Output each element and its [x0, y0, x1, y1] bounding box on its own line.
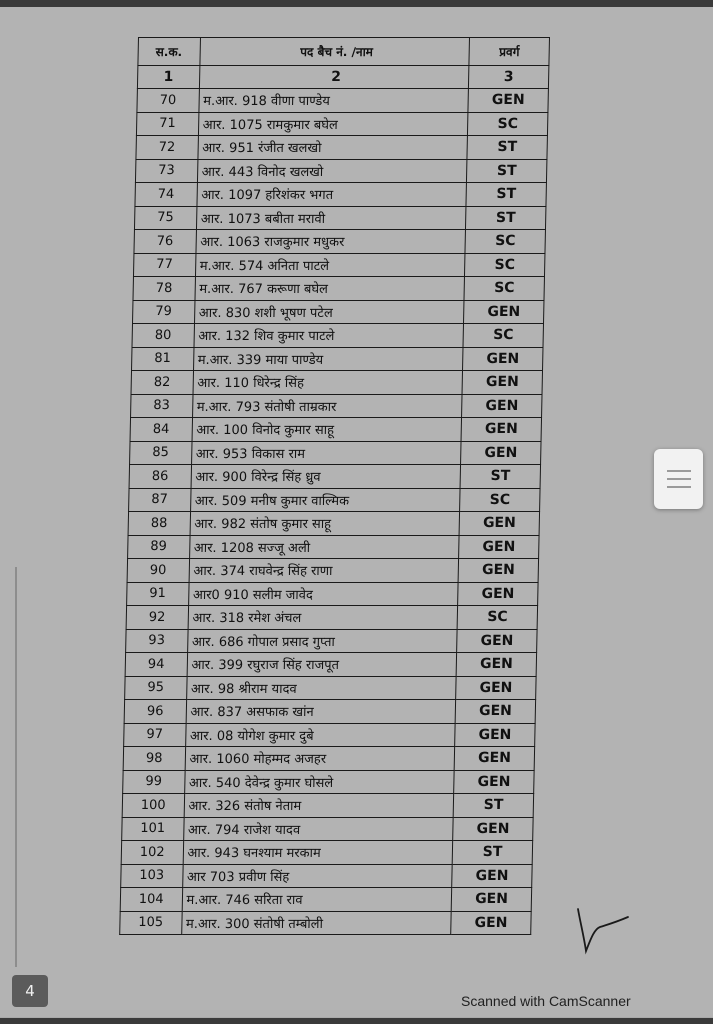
row-category: GEN [456, 653, 536, 677]
viewer-top-bar [0, 0, 713, 7]
row-serial: 83 [131, 394, 193, 418]
row-category: GEN [462, 371, 542, 395]
row-name: आर0 910 सलीम जावेद [188, 582, 458, 606]
table-row [130, 441, 541, 465]
column-number: 3 [469, 66, 549, 89]
row-serial: 103 [121, 864, 183, 888]
header-row [138, 38, 550, 66]
row-category: SC [465, 253, 545, 277]
row-name: आर. 1073 बबीता मरावी [196, 206, 466, 230]
row-serial: 94 [125, 653, 187, 677]
row-name: आर 703 प्रवीण सिंह [182, 864, 452, 888]
table-row [121, 864, 532, 888]
row-category: GEN [461, 441, 541, 465]
row-serial: 104 [120, 888, 182, 912]
row-category: GEN [462, 394, 542, 418]
table-row [120, 911, 531, 935]
row-serial: 75 [134, 206, 196, 230]
row-name: आर. 1208 सज्जू अली [189, 535, 459, 559]
row-serial: 93 [126, 629, 188, 653]
table-row [131, 371, 542, 395]
row-name: आर. 982 संतोष कुमार साहू [190, 512, 460, 536]
row-serial: 105 [120, 911, 182, 935]
table-row [133, 253, 544, 277]
table-row [133, 277, 544, 301]
row-serial: 87 [129, 488, 191, 512]
row-name: आर. 374 राघवेन्द्र सिंह राणा [189, 559, 459, 583]
row-category: ST [466, 206, 546, 230]
scan-artifact-line [15, 567, 17, 967]
table-row [120, 888, 531, 912]
table-row [121, 841, 532, 865]
row-category: GEN [458, 559, 538, 583]
table-row [123, 770, 534, 794]
row-name: म.आर. 918 वीणा पाण्डेय [199, 89, 469, 113]
table-row [130, 418, 541, 442]
row-name: आर. 326 संतोष नेताम [184, 794, 454, 818]
column-number: 2 [199, 66, 469, 89]
table-row [137, 89, 548, 113]
row-serial: 82 [131, 371, 193, 395]
row-serial: 85 [130, 441, 192, 465]
table-row [136, 112, 547, 136]
row-category: SC [460, 488, 540, 512]
table-row [122, 817, 533, 841]
row-serial: 90 [127, 559, 189, 583]
row-serial: 102 [121, 841, 183, 865]
row-name: आर. 794 राजेश यादव [183, 817, 453, 841]
row-name: आर. 540 देवेन्द्र कुमार घोसले [184, 770, 454, 794]
row-name: म.आर. 574 अनिता पाटले [195, 253, 465, 277]
row-category: GEN [452, 864, 532, 888]
table-row [125, 653, 536, 677]
row-serial: 96 [124, 700, 186, 724]
row-serial: 101 [122, 817, 184, 841]
table-row [132, 347, 543, 371]
table-row [125, 676, 536, 700]
row-name: आर. 953 विकास राम [191, 441, 461, 465]
row-serial: 99 [123, 770, 185, 794]
row-name: आर. 443 विनोद खलखो [197, 159, 467, 183]
row-name: आर. 1097 हरिशंकर भगत [197, 183, 467, 207]
row-name: आर. 100 विनोद कुमार साहू [192, 418, 462, 442]
row-category: GEN [457, 629, 537, 653]
row-serial: 84 [130, 418, 192, 442]
table-row [131, 394, 542, 418]
row-category: ST [460, 465, 540, 489]
row-category: GEN [451, 888, 531, 912]
row-name: आर. 132 शिव कुमार पाटले [194, 324, 464, 348]
row-serial: 73 [135, 159, 197, 183]
table-row [132, 300, 543, 324]
row-name: आर. 98 श्रीराम यादव [186, 676, 456, 700]
row-name: आर. 837 असफाक खांन [186, 700, 456, 724]
hamburger-menu-icon[interactable] [654, 449, 703, 509]
table-row [126, 606, 537, 630]
scanned-page [0, 7, 713, 1017]
column-number: 1 [137, 66, 199, 89]
row-name: आर. 399 रघुराज सिंह राजपूत [187, 653, 457, 677]
page-number-badge: 4 [12, 975, 48, 1007]
row-category: SC [464, 277, 544, 301]
row-serial: 95 [125, 676, 187, 700]
row-category: SC [465, 230, 545, 254]
header-name: पद बैच नं. /नाम [199, 38, 469, 66]
row-name: आर. 509 मनीष कुमार वाल्मिक [190, 488, 460, 512]
row-serial: 91 [127, 582, 189, 606]
camscanner-watermark: Scanned with CamScanner [461, 993, 631, 1009]
row-serial: 78 [133, 277, 195, 301]
row-category: SC [457, 606, 537, 630]
table-row [135, 183, 546, 207]
row-name: आर. 951 रंजीत खलखो [198, 136, 468, 160]
table-row [134, 230, 545, 254]
table-row [134, 206, 545, 230]
row-category: GEN [461, 418, 541, 442]
table-row [124, 700, 535, 724]
row-category: GEN [464, 300, 544, 324]
table-row [127, 582, 538, 606]
row-category: SC [463, 324, 543, 348]
row-category: SC [468, 112, 548, 136]
row-category: GEN [454, 770, 534, 794]
row-category: GEN [459, 535, 539, 559]
row-category: GEN [463, 347, 543, 371]
row-serial: 71 [136, 112, 198, 136]
row-category: GEN [456, 676, 536, 700]
header-serial: स.क. [138, 38, 200, 66]
table-row [136, 136, 547, 160]
row-serial: 92 [126, 606, 188, 630]
row-name: म.आर. 746 सरिता राव [182, 888, 452, 912]
viewer-bottom-bar [0, 1018, 713, 1024]
row-serial: 79 [132, 300, 194, 324]
row-name: आर. 830 शशी भूषण पटेल [194, 300, 464, 324]
table-row [132, 324, 543, 348]
row-name: आर. 1063 राजकुमार मधुकर [196, 230, 466, 254]
row-serial: 100 [122, 794, 184, 818]
row-name: आर. 08 योगेश कुमार दुबे [185, 723, 455, 747]
row-serial: 74 [135, 183, 197, 207]
row-category: ST [452, 841, 532, 865]
row-name: आर. 110 धिरेन्द्र सिंह [193, 371, 463, 395]
row-name: म.आर. 339 माया पाण्डेय [193, 347, 463, 371]
row-name: आर. 686 गोपाल प्रसाद गुप्ता [187, 629, 457, 653]
row-serial: 89 [128, 535, 190, 559]
row-serial: 70 [137, 89, 199, 113]
row-category: ST [453, 794, 533, 818]
row-serial: 81 [132, 347, 194, 371]
row-category: GEN [455, 700, 535, 724]
table-row [122, 794, 533, 818]
row-name: म.आर. 793 संतोषी ताम्रकार [192, 394, 462, 418]
row-serial: 76 [134, 230, 196, 254]
row-serial: 86 [129, 465, 191, 489]
row-name: आर. 1075 रामकुमार बघेल [198, 112, 468, 136]
roster-table [119, 37, 550, 935]
table-row [129, 465, 540, 489]
row-category: GEN [459, 512, 539, 536]
row-name: म.आर. 300 संतोषी तम्बोली [181, 911, 451, 935]
row-category: GEN [455, 723, 535, 747]
table-row [124, 723, 535, 747]
row-category: GEN [454, 747, 534, 771]
row-name: आर. 900 विरेन्द्र सिंह ध्रुव [191, 465, 461, 489]
signature-mark [572, 907, 632, 957]
table-row [128, 512, 539, 536]
row-category: ST [466, 183, 546, 207]
row-category: ST [467, 159, 547, 183]
row-serial: 97 [124, 723, 186, 747]
row-name: म.आर. 767 करूणा बघेल [195, 277, 465, 301]
table-row [127, 559, 538, 583]
row-serial: 72 [136, 136, 198, 160]
row-category: GEN [453, 817, 533, 841]
row-category: GEN [451, 911, 531, 935]
row-serial: 98 [123, 747, 185, 771]
table-row [123, 747, 534, 771]
row-serial: 88 [128, 512, 190, 536]
table-row [126, 629, 537, 653]
row-serial: 77 [133, 253, 195, 277]
row-category: GEN [458, 582, 538, 606]
row-category: GEN [468, 89, 548, 113]
row-name: आर. 943 घनश्याम मरकाम [183, 841, 453, 865]
table-row [135, 159, 546, 183]
row-name: आर. 318 रमेश अंचल [188, 606, 458, 630]
row-category: ST [467, 136, 547, 160]
column-number-row [137, 66, 548, 89]
table-row [128, 535, 539, 559]
row-serial: 80 [132, 324, 194, 348]
header-category: प्रवर्ग [469, 38, 549, 66]
row-name: आर. 1060 मोहम्मद अजहर [185, 747, 455, 771]
table-row [129, 488, 540, 512]
